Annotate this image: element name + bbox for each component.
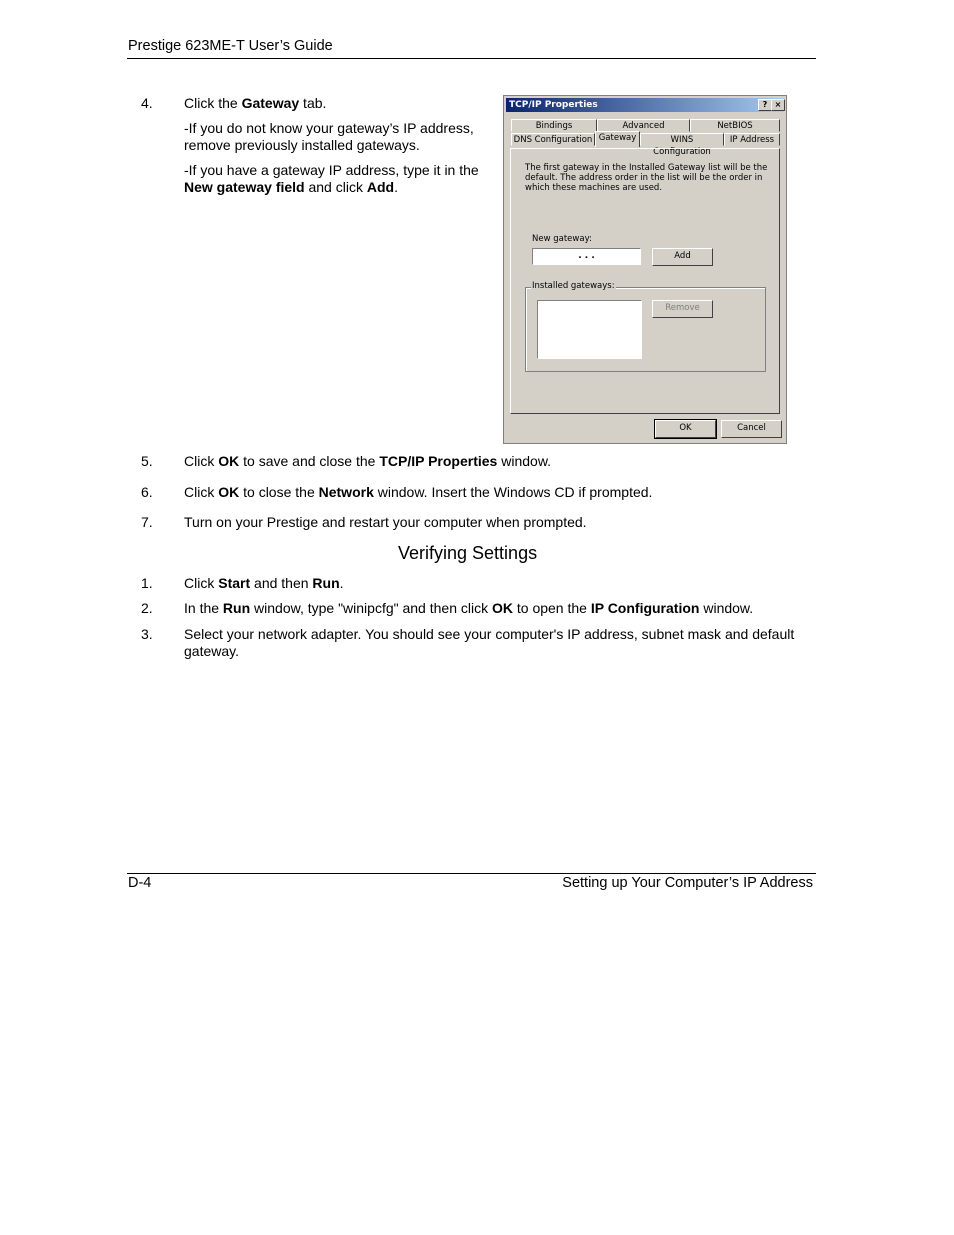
footer-rule [127,873,816,874]
step-7-number: 7. [141,514,153,530]
tab-netbios[interactable]: NetBIOS [690,119,780,132]
section-heading: Verifying Settings [398,543,538,563]
add-button[interactable]: Add [652,248,713,266]
footer-section-title: Setting up Your Computer’s IP Address [562,875,813,891]
verify-step-2-number: 2. [141,600,153,616]
tab-advanced[interactable]: Advanced [597,119,690,132]
step-4-text: Click the Gateway tab. [184,95,327,111]
verify-step-3-text: Select your network adapter. You should see your computer's IP address, subnet mask and default gateway. [184,626,795,659]
dialog-title-bar [506,98,784,112]
verify-step-3-number: 3. [141,626,153,642]
ok-button[interactable]: OK [655,420,716,438]
cancel-button[interactable]: Cancel [721,420,782,438]
tab-bindings[interactable]: Bindings [511,119,597,132]
tab-gateway[interactable]: Gateway [595,131,640,147]
new-gateway-input[interactable]: . . . [532,248,641,265]
verify-step-1-text: Click Start and then Run. [184,575,344,591]
tab-wins-configuration[interactable]: WINS Configuration [640,133,724,146]
verify-step-1-number: 1. [141,575,153,591]
step-6-text: Click OK to close the Network window. Insert the Windows CD if prompted. [184,484,653,500]
verify-step-2-text: In the Run window, type "winipcfg" and then click OK to open the IP Configuration window. [184,600,754,616]
help-button[interactable]: ? [758,99,772,111]
dialog-title: TCP/IP Properties [509,100,598,110]
close-button[interactable]: × [771,99,785,111]
tcpip-properties-dialog [503,95,787,444]
step-4-number: 4. [141,95,153,111]
step-5-number: 5. [141,453,153,469]
new-gateway-label: New gateway: [532,234,592,244]
step-5-text: Click OK to save and close the TCP/IP Properties window. [184,453,552,469]
step-4-note-2: -If you have a gateway IP address, type it in the New gateway field and click Add. [184,162,479,195]
page-header-title: Prestige 623ME-T User’s Guide [128,38,333,54]
header-rule [127,58,816,59]
step-7-text: Turn on your Prestige and restart your computer when prompted. [184,514,587,530]
installed-gateways-list[interactable] [537,300,642,359]
installed-gateways-label: Installed gateways: [532,281,615,291]
footer-page-number: D-4 [128,875,152,891]
step-6-number: 6. [141,484,153,500]
gateway-description: The first gateway in the Installed Gateway list will be the default. The address order in the list will be the order in which these machines are used. [525,163,768,193]
tab-ip-address[interactable]: IP Address [724,133,780,146]
remove-button[interactable]: Remove [652,300,713,318]
step-4-note-1: -If you do not know your gateway’s IP address, remove previously installed gateways. [184,120,474,153]
tab-dns-configuration[interactable]: DNS Configuration [511,133,595,146]
